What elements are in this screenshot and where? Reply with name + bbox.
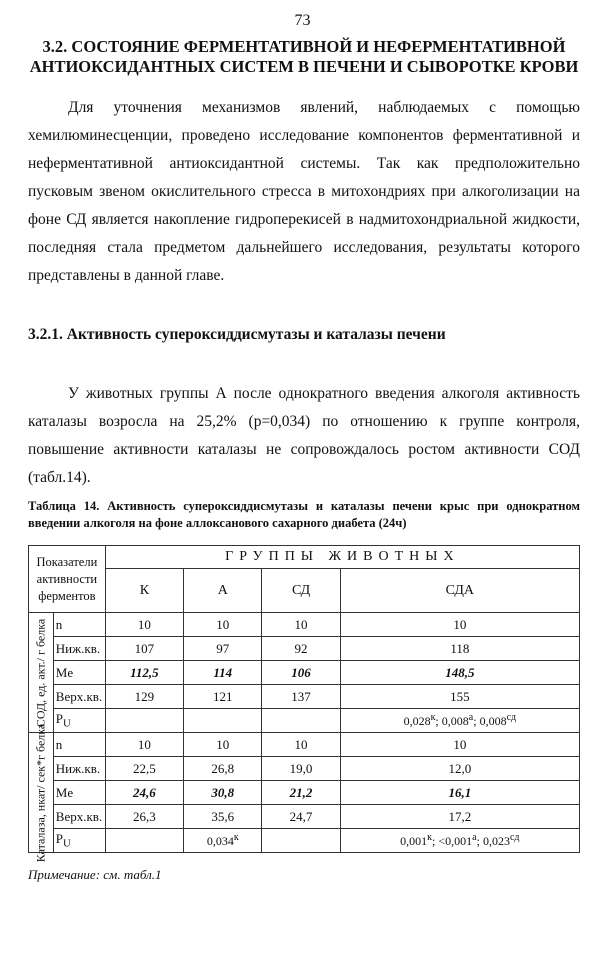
table-cell: 121 xyxy=(184,685,262,709)
table-cell xyxy=(184,709,262,733)
table-cell: 26,3 xyxy=(105,805,183,829)
row-label: $P_U$ xyxy=(53,829,105,853)
table-cell: 155 xyxy=(340,685,579,709)
table-cell: 137 xyxy=(262,685,340,709)
table-cell: 92 xyxy=(262,637,340,661)
section-title: 3.2. СОСТОЯНИЕ ФЕРМЕНТАТИВНОЙ И НЕФЕРМЕНТАТИВНОЙ АНТИОКСИДАНТНЫХ СИСТЕМ В ПЕЧЕНИ И СЫВОРОТКЕ КРОВИ xyxy=(29,37,579,76)
row-label: n xyxy=(53,733,105,757)
p-value-cat-sda: $0,001^к$; $<0,001^а$; $0,023^{сд}$ xyxy=(340,829,579,853)
table-cell: 148,5 xyxy=(340,661,579,685)
table-cell: 21,2 xyxy=(262,781,340,805)
table-cell: 97 xyxy=(184,637,262,661)
row-label: Верх.кв. xyxy=(53,805,105,829)
table-cell: 118 xyxy=(340,637,579,661)
group-header-sda: СДА xyxy=(340,569,579,613)
table-cell: 10 xyxy=(105,733,183,757)
block-label-sod: СОД, ед. акт./ г белка xyxy=(29,613,54,733)
table-cell: 22,5 xyxy=(105,757,183,781)
table-cell: 30,8 xyxy=(184,781,262,805)
table-cell: 129 xyxy=(105,685,183,709)
page-number: 73 xyxy=(294,12,311,29)
table-cell: 12,0 xyxy=(340,757,579,781)
group-header-k: К xyxy=(105,569,183,613)
p-value-cat-a: $0,034^к$ xyxy=(184,829,262,853)
row-label: Ниж.кв. xyxy=(53,637,105,661)
table-cell: 17,2 xyxy=(340,805,579,829)
groups-title: ГРУППЫ ЖИВОТНЫХ xyxy=(105,546,579,569)
table-caption: Таблица 14. Активность супероксиддисмутазы и каталазы печени крыс при однократном введении алкоголя на фоне аллоксанового сахарного диабета (24ч) xyxy=(28,499,580,530)
row-label: Ниж.кв. xyxy=(53,757,105,781)
row-label: $P_U$ xyxy=(53,709,105,733)
row-label: Верх.кв. xyxy=(53,685,105,709)
table-cell: 10 xyxy=(105,613,183,637)
group-header-sd: СД xyxy=(262,569,340,613)
table-cell: 19,0 xyxy=(262,757,340,781)
table-cell: 10 xyxy=(262,733,340,757)
table-cell: 106 xyxy=(262,661,340,685)
table-cell: 26,8 xyxy=(184,757,262,781)
table-cell: 10 xyxy=(262,613,340,637)
table-cell: 10 xyxy=(184,733,262,757)
subsection-title: 3.2.1. Активность супероксиддисмутазы и каталазы печени xyxy=(28,326,446,343)
group-header-a: А xyxy=(184,569,262,613)
table-cell: 35,6 xyxy=(184,805,262,829)
table-cell xyxy=(105,709,183,733)
table-cell: 10 xyxy=(340,733,579,757)
table-cell: 114 xyxy=(184,661,262,685)
table-cell: 24,7 xyxy=(262,805,340,829)
paragraph-1: Для уточнения механизмов явлений, наблюдаемых с помощью хемилюминесценции, проведено исследование компонентов ферментативной и неферментативной антиоксидантной системы. Так как предположительно пусковым звеном окислительного стресса в митохондриях при алкоголизации на фоне СД является накопление гидроперекисей в надмитохондриальной жидкости, последняя стала предметом дальнейшего исследования, результаты которого представлены в данной главе. xyxy=(28,99,580,284)
paragraph-2: У животных группы А после однократного введения алкоголя активность каталазы возросла на 25,2% (p=0,034) по отношению к группе контроля, повышение активности каталазы не сопровождалось ростом активности СОД (табл.14). xyxy=(28,385,580,486)
row-label: n xyxy=(53,613,105,637)
table-cell: 107 xyxy=(105,637,183,661)
row-label: Me xyxy=(53,781,105,805)
table-cell: 10 xyxy=(340,613,579,637)
block-label-catalase: Каталаза, нкат/ сек*г белка xyxy=(29,733,54,853)
p-value-sod-sda: $0,028^к$; $0,008^а$; $0,008^{сд}$ xyxy=(340,709,579,733)
table-cell: 24,6 xyxy=(105,781,183,805)
table-cell xyxy=(262,709,340,733)
data-table xyxy=(28,545,580,862)
table-cell xyxy=(105,829,183,853)
table-cell: 112,5 xyxy=(105,661,183,685)
header-label: Показатели активности ферментов xyxy=(29,546,106,613)
table-cell xyxy=(262,829,340,853)
table-cell: 16,1 xyxy=(340,781,579,805)
table-cell: 10 xyxy=(184,613,262,637)
row-label: Me xyxy=(53,661,105,685)
table-note: Примечание: см. табл.1 xyxy=(28,867,162,882)
